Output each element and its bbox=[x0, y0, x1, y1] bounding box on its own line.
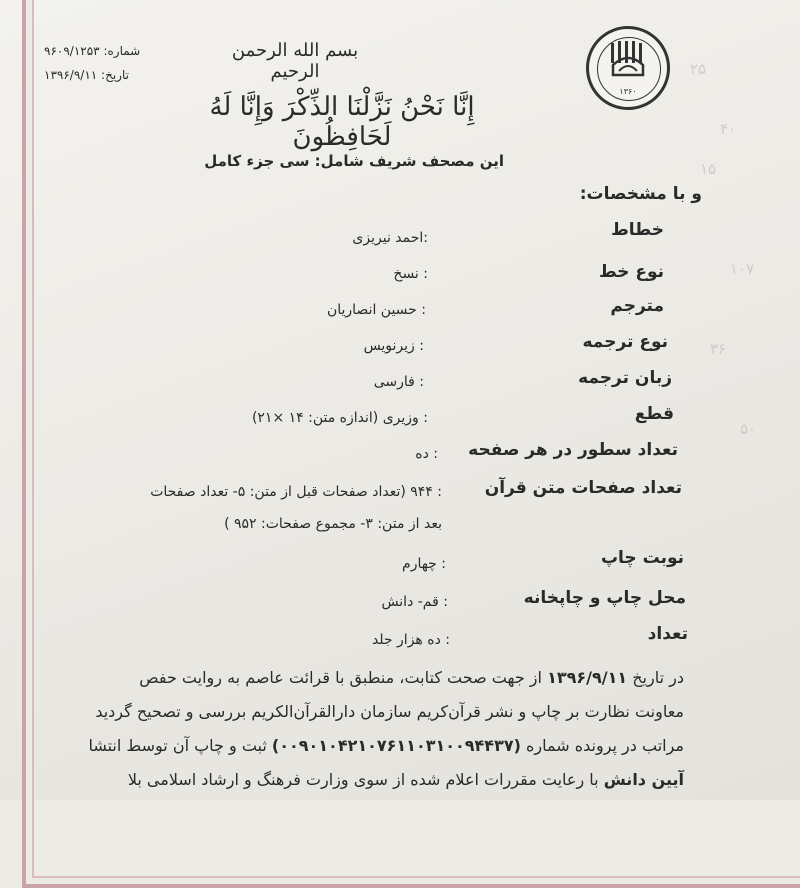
spec-value-translation-language: : فارسی bbox=[373, 374, 424, 390]
seal-year: ۱۳۶۰ bbox=[619, 87, 637, 96]
bleed-through-mark: ۲۵ bbox=[690, 60, 707, 78]
verse-calligraphy: إِنَّا نَحْنُ نَزَّلْنَا الذِّكْرَ وَإِنَّا لَهُ لَحَافِظُونَ bbox=[209, 92, 475, 152]
spec-label-print-place: محل چاپ و چاپخانه bbox=[523, 588, 686, 608]
spec-label-translator: مترجم bbox=[610, 296, 664, 316]
spec-value-format: : وزیری (اندازه متن: ۱۴ ×۲۱) bbox=[251, 410, 428, 426]
spec-value-quran-pages: : ۹۴۴ (تعداد صفحات قبل از متن: ۵- تعداد صفحات bbox=[150, 484, 442, 500]
paragraph-line-3 bbox=[0, 736, 684, 755]
spec-value-print-edition: : چهارم bbox=[402, 556, 446, 572]
spec-value-print-place: : قم- دانش bbox=[381, 594, 448, 610]
spec-label-quantity: تعداد bbox=[647, 624, 688, 644]
reference-date bbox=[44, 68, 129, 82]
paragraph-line-1 bbox=[0, 668, 684, 687]
paragraph-date: ۱۳۹۶/۹/۱۱ bbox=[547, 668, 628, 687]
spec-value-script: : نسخ bbox=[393, 266, 428, 282]
reference-number bbox=[44, 44, 140, 58]
bleed-through-mark: ۵۰ bbox=[740, 420, 757, 438]
paragraph-publisher: آیین دانش bbox=[603, 770, 684, 789]
paragraph-file-number: (۰۰۹۰۱۰۴۲۱۰۷۶۱۱۰۳۱۰۰۹۴۴۳۷) bbox=[271, 736, 521, 755]
spec-value-translator: : حسین انصاریان bbox=[326, 302, 426, 318]
number-value: ۹۶۰۹/۱۲۵۳ bbox=[44, 44, 100, 58]
paragraph-text: مراتب در پرونده شماره bbox=[526, 736, 684, 755]
spec-label-translation-type: نوع ترجمه bbox=[582, 332, 668, 352]
bleed-through-mark: ۳۶ bbox=[710, 340, 727, 358]
organization-seal bbox=[586, 26, 670, 110]
spec-label-print-edition: نوبت چاپ bbox=[600, 548, 684, 568]
seal-emblem-icon bbox=[605, 41, 651, 83]
paragraph-text: از جهت صحت کتابت، منطبق با قرائت عاصم به روایت حفص bbox=[139, 668, 542, 687]
spec-label-calligrapher: خطاط bbox=[611, 220, 664, 240]
spec-label-script: نوع خط bbox=[598, 262, 664, 282]
date-value: ۱۳۹۶/۹/۱۱ bbox=[44, 68, 98, 82]
bismillah-calligraphy: بسم الله الرحمن الرحیم bbox=[231, 40, 359, 82]
date-label: تاریخ: bbox=[101, 68, 129, 82]
bleed-through-mark: ۴۰ bbox=[720, 120, 737, 138]
paragraph-line-4 bbox=[0, 770, 684, 789]
paragraph-line-2 bbox=[0, 702, 684, 721]
bleed-through-mark: ۱۵ bbox=[700, 160, 717, 178]
spec-label-format: قطع bbox=[634, 404, 674, 424]
spec-value-translation-type: : زیرنویس bbox=[363, 338, 424, 354]
paragraph-text: معاونت نظارت بر چاپ و نشر قرآن‌کریم سازمان دارالقرآن‌الکریم بررسی و تصحیح گردید bbox=[95, 702, 684, 721]
spec-value-calligrapher: :احمد نیریزی bbox=[352, 230, 428, 246]
spec-label-lines-per-page: تعداد سطور در هر صفحه bbox=[468, 440, 678, 460]
spec-value-quran-pages-cont: بعد از متن: ۳- مجموع صفحات: ۹۵۲ ) bbox=[224, 516, 442, 532]
spec-value-lines-per-page: : ده bbox=[415, 446, 438, 462]
bleed-through-mark: ۱۰۷ bbox=[730, 260, 755, 278]
paragraph-text: با رعایت مقررات اعلام شده از سوی وزارت فرهنگ و ارشاد اسلامی بلا bbox=[127, 770, 599, 789]
spec-label-quran-pages: تعداد صفحات متن قرآن bbox=[484, 478, 682, 498]
includes-statement: این مصحف شریف شامل: سی جزء کامل bbox=[204, 152, 504, 170]
number-label: شماره: bbox=[103, 44, 141, 58]
paragraph-text: ثبت و چاپ آن توسط انتشا bbox=[88, 736, 267, 755]
paragraph-text: در تاریخ bbox=[632, 668, 684, 687]
specs-heading: و با مشخصات: bbox=[579, 184, 702, 204]
spec-value-quantity: : ده هزار جلد bbox=[371, 632, 450, 648]
spec-label-translation-language: زبان ترجمه bbox=[578, 368, 672, 388]
